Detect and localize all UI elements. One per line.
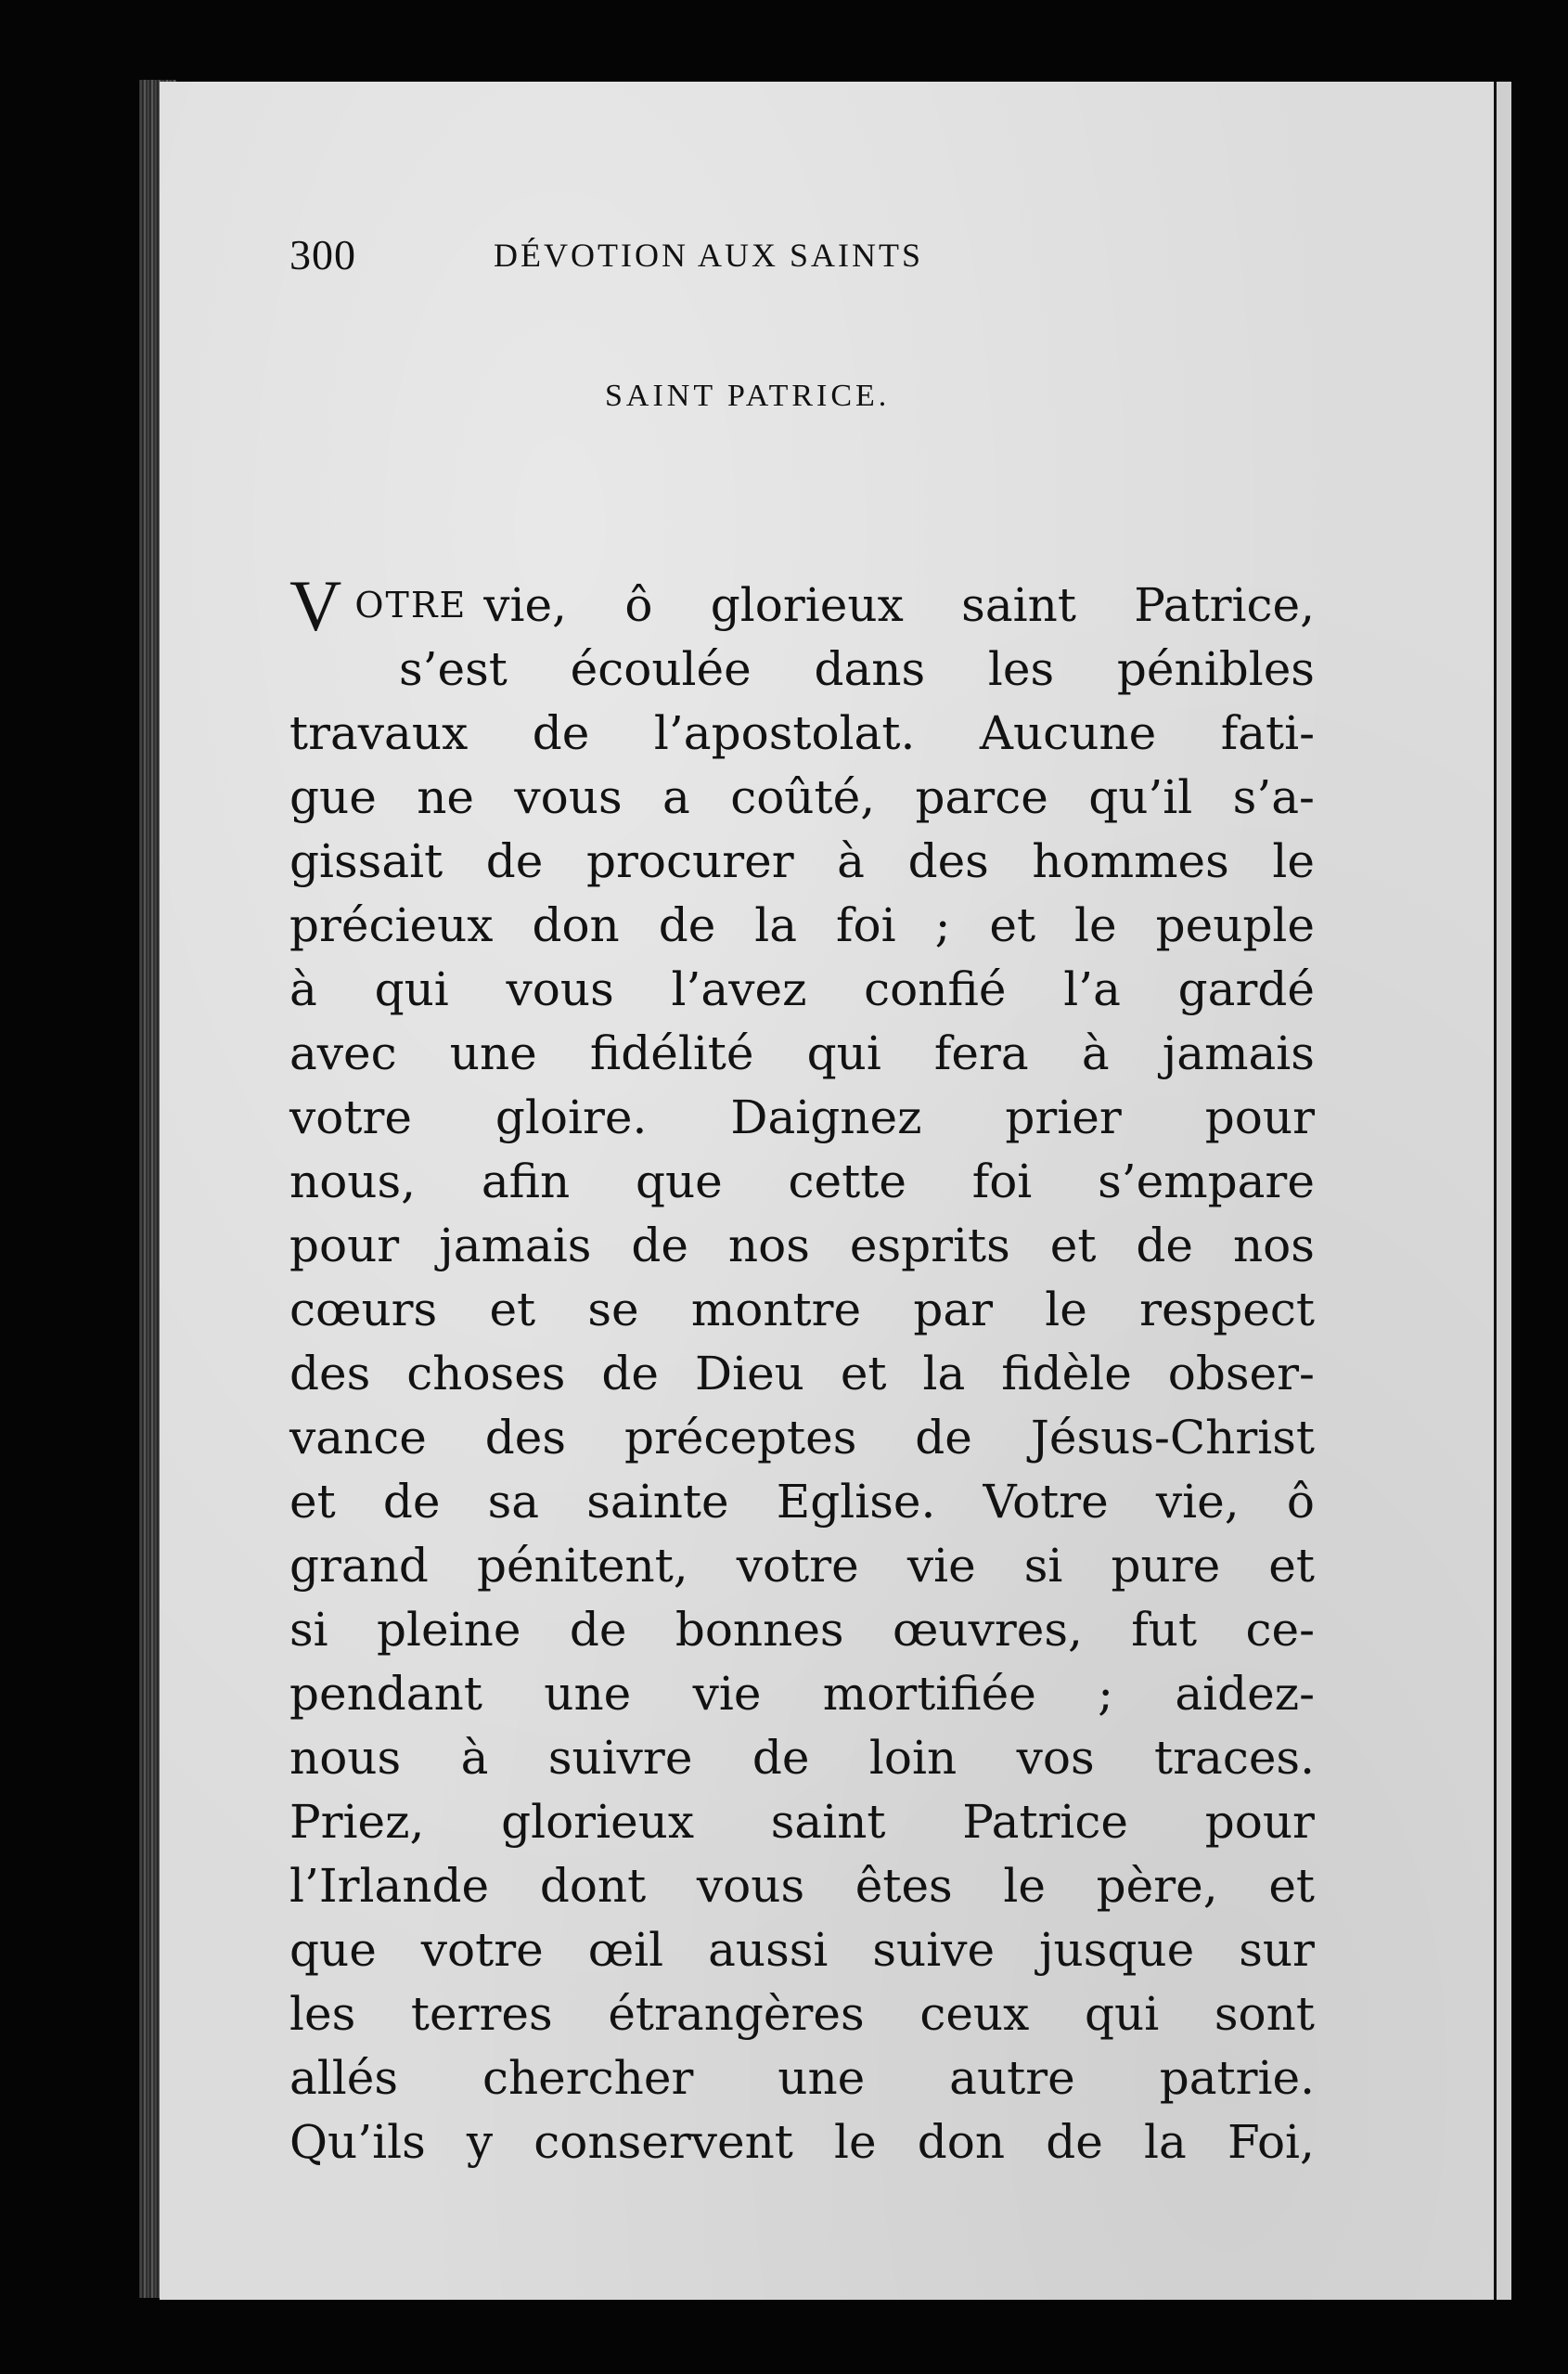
book-page: [160, 82, 1494, 2300]
text-line-14: [289, 1406, 1315, 1470]
word: vous: [506, 962, 614, 1016]
word: des: [907, 834, 989, 888]
word: de: [915, 1411, 972, 1464]
word: la: [1144, 2115, 1187, 2169]
word: écoulée: [570, 642, 752, 696]
word: allés: [289, 2051, 399, 2105]
word: et: [840, 1347, 887, 1400]
word: vie: [906, 1539, 976, 1593]
word: pour: [1204, 1090, 1315, 1144]
word: précieux: [289, 898, 494, 952]
word: gloire.: [495, 1090, 648, 1144]
word: travaux: [289, 706, 469, 760]
word: votre: [736, 1539, 859, 1593]
word: de: [631, 1219, 688, 1272]
word: le: [1074, 898, 1117, 952]
word: votre: [289, 1090, 412, 1144]
word: vos: [1016, 1731, 1095, 1785]
word: Jésus-Christ: [1030, 1411, 1315, 1464]
word: ;: [934, 898, 951, 952]
word: œil: [587, 1923, 664, 1977]
word: fidèle: [1001, 1347, 1132, 1400]
word: confié: [864, 962, 1007, 1016]
word: pénitent,: [477, 1539, 688, 1593]
word: œuvres,: [892, 1603, 1083, 1657]
word: patrie.: [1159, 2051, 1315, 2105]
word: l’apostolat.: [653, 706, 916, 760]
word: jamais: [439, 1219, 592, 1272]
word: êtes: [855, 1859, 953, 1913]
word: préceptes: [623, 1411, 857, 1464]
word: Dieu: [695, 1347, 804, 1400]
word: nos: [1232, 1219, 1315, 1272]
word: don: [917, 2115, 1006, 2169]
page-number: 300: [289, 231, 356, 278]
word: si: [1023, 1539, 1063, 1593]
word: qui: [806, 1026, 881, 1080]
text-line-12: [289, 1278, 1315, 1342]
word: et: [489, 1283, 536, 1336]
word: le: [1045, 1283, 1087, 1336]
word: Votre: [983, 1475, 1109, 1529]
word: sont: [1214, 1987, 1315, 2041]
word: de: [569, 1603, 627, 1657]
word: saint: [770, 1795, 886, 1849]
word: cœurs: [289, 1283, 438, 1336]
word: saint: [961, 578, 1076, 632]
word: nous,: [289, 1155, 417, 1208]
word: pour: [289, 1219, 400, 1272]
word: respect: [1139, 1283, 1315, 1336]
text-line-18: [289, 1662, 1315, 1726]
word: Eglise.: [776, 1475, 936, 1529]
word: de: [485, 834, 544, 888]
word: grand: [289, 1539, 429, 1593]
word: pour: [1204, 1795, 1315, 1849]
word: afin: [481, 1155, 571, 1208]
word: le: [1272, 834, 1315, 888]
word: jamais: [1162, 1026, 1315, 1080]
first-word-smallcaps: OTRE: [354, 585, 468, 626]
word: pure: [1111, 1539, 1221, 1593]
text-line-3: [289, 702, 1315, 766]
word: le: [834, 2115, 877, 2169]
text-line-17: [289, 1598, 1315, 1662]
text-line-1: [289, 565, 1315, 646]
text-line-20: [289, 1790, 1315, 1854]
word: y: [466, 2115, 494, 2169]
word: se: [587, 1283, 639, 1336]
word: s’est: [399, 642, 508, 696]
drop-cap: V: [289, 565, 342, 646]
word: ô: [624, 578, 653, 632]
word: par: [913, 1283, 994, 1336]
word: choses: [406, 1347, 566, 1400]
word: fidélité: [589, 1026, 754, 1080]
word: de: [752, 1731, 810, 1785]
word: à: [460, 1731, 489, 1785]
word: dont: [539, 1859, 647, 1913]
word: et: [989, 898, 1036, 952]
word: ;: [1098, 1667, 1114, 1721]
text-line-7: [289, 958, 1315, 1022]
word: pénibles: [1116, 642, 1315, 696]
word: de: [532, 706, 590, 760]
word: s’a-: [1232, 770, 1315, 824]
running-head: [289, 230, 1315, 295]
word: coûté,: [730, 770, 876, 824]
word: sa: [487, 1475, 540, 1529]
word: aidez-: [1175, 1667, 1315, 1721]
text-line-16: [289, 1534, 1315, 1598]
word: de: [382, 1475, 441, 1529]
text-line-25: [289, 2110, 1315, 2174]
word: gue: [289, 770, 377, 824]
word: à: [1081, 1026, 1110, 1080]
word: fera: [933, 1026, 1029, 1080]
text-line-24: [289, 2046, 1315, 2110]
word: loin: [868, 1731, 958, 1785]
page-right-edge: [1494, 82, 1511, 2300]
word: si: [289, 1603, 328, 1657]
word: des: [289, 1347, 371, 1400]
word: les: [289, 1987, 356, 2041]
word: parce: [915, 770, 1048, 824]
word: pendant: [289, 1667, 482, 1721]
word: que: [635, 1155, 723, 1208]
text-line-9: [289, 1086, 1315, 1150]
word: traces.: [1154, 1731, 1315, 1785]
word: don: [532, 898, 620, 952]
word: et: [1268, 1539, 1315, 1593]
word: une: [778, 2051, 866, 2105]
word: glorieux: [710, 578, 904, 632]
word: hommes: [1032, 834, 1229, 888]
word: Foi,: [1227, 2115, 1315, 2169]
word: qu’il: [1088, 770, 1193, 824]
word: de: [1046, 2115, 1103, 2169]
text-line-19: [289, 1726, 1315, 1790]
text-line-6: [289, 894, 1315, 958]
word: père,: [1096, 1859, 1218, 1913]
word: une: [449, 1026, 537, 1080]
word: suivre: [547, 1731, 693, 1785]
text-line-13: [289, 1342, 1315, 1406]
word: pleine: [377, 1603, 521, 1657]
word: glorieux: [501, 1795, 695, 1849]
word: des: [484, 1411, 567, 1464]
word: cette: [788, 1155, 906, 1208]
word: vie,: [483, 578, 567, 632]
word: la: [922, 1347, 966, 1400]
word: terres: [410, 1987, 553, 2041]
word: Qu’ils: [289, 2115, 426, 2169]
word: obser-: [1167, 1347, 1315, 1400]
word: procurer: [585, 834, 794, 888]
word: prier: [1005, 1090, 1122, 1144]
running-title: DÉVOTION AUX SAINTS: [494, 237, 923, 274]
word: une: [544, 1667, 632, 1721]
word: Aucune: [979, 706, 1157, 760]
word: qui: [374, 962, 449, 1016]
word: vance: [289, 1411, 427, 1464]
word: aussi: [708, 1923, 829, 1977]
word: à: [837, 834, 865, 888]
word: étrangères: [608, 1987, 865, 2041]
word: et: [1268, 1859, 1315, 1913]
word: foi: [971, 1155, 1033, 1208]
word: bonnes: [675, 1603, 844, 1657]
section-title: SAINT PATRICE.: [605, 379, 891, 413]
word: la: [754, 898, 798, 952]
line-rest: [483, 574, 1315, 638]
word: de: [601, 1347, 660, 1400]
word: sur: [1239, 1923, 1315, 1977]
word: Daignez: [730, 1090, 922, 1144]
text-line-8: [289, 1022, 1315, 1086]
word: avec: [289, 1026, 397, 1080]
word: à: [289, 962, 317, 1016]
text-line-15: [289, 1470, 1315, 1534]
text-line-11: [289, 1214, 1315, 1278]
word: gardé: [1177, 962, 1315, 1016]
word: ceux: [919, 1987, 1030, 2041]
word: ne: [417, 770, 474, 824]
word: gissait: [289, 834, 443, 888]
word: s’empare: [1098, 1155, 1315, 1208]
word: fut: [1131, 1603, 1198, 1657]
word: vous: [696, 1859, 805, 1913]
text-line-22: [289, 1918, 1315, 1982]
word: Priez,: [289, 1795, 425, 1849]
text-line-4: [289, 766, 1315, 830]
word: l’Irlande: [289, 1859, 490, 1913]
word: nous: [289, 1731, 402, 1785]
word: sainte: [586, 1475, 729, 1529]
text-line-23: [289, 1982, 1315, 2046]
word: vie,: [1155, 1475, 1240, 1529]
word: qui: [1085, 1987, 1160, 2041]
word: chercher: [482, 2051, 694, 2105]
word: les: [987, 642, 1055, 696]
word: esprits: [849, 1219, 1010, 1272]
text-line-2: [289, 638, 1315, 702]
body-text: [289, 565, 1315, 2174]
word: foi: [836, 898, 896, 952]
word: le: [1003, 1859, 1046, 1913]
word: Patrice: [962, 1795, 1129, 1849]
text-line-21: [289, 1854, 1315, 1918]
word: dans: [814, 642, 926, 696]
word: vous: [514, 770, 623, 824]
word: et: [289, 1475, 336, 1529]
word: vie: [692, 1667, 762, 1721]
word: l’a: [1063, 962, 1121, 1016]
word: et: [1049, 1219, 1097, 1272]
word: de: [1136, 1219, 1193, 1272]
word: de: [658, 898, 716, 952]
word: peuple: [1155, 898, 1315, 952]
word: mortifiée: [822, 1667, 1036, 1721]
word: jusque: [1039, 1923, 1195, 1977]
word: ce-: [1245, 1603, 1315, 1657]
word: que: [289, 1923, 377, 1977]
word: Patrice,: [1134, 578, 1315, 632]
word: l’avez: [671, 962, 807, 1016]
word: a: [662, 770, 690, 824]
word: autre: [949, 2051, 1075, 2105]
text-line-5: [289, 830, 1315, 894]
word: votre: [420, 1923, 544, 1977]
word: fati-: [1220, 706, 1315, 760]
word: suive: [872, 1923, 996, 1977]
word: ô: [1286, 1475, 1315, 1529]
word: montre: [690, 1283, 862, 1336]
word: conservent: [533, 2115, 793, 2169]
word: nos: [727, 1219, 810, 1272]
text-line-10: [289, 1150, 1315, 1214]
